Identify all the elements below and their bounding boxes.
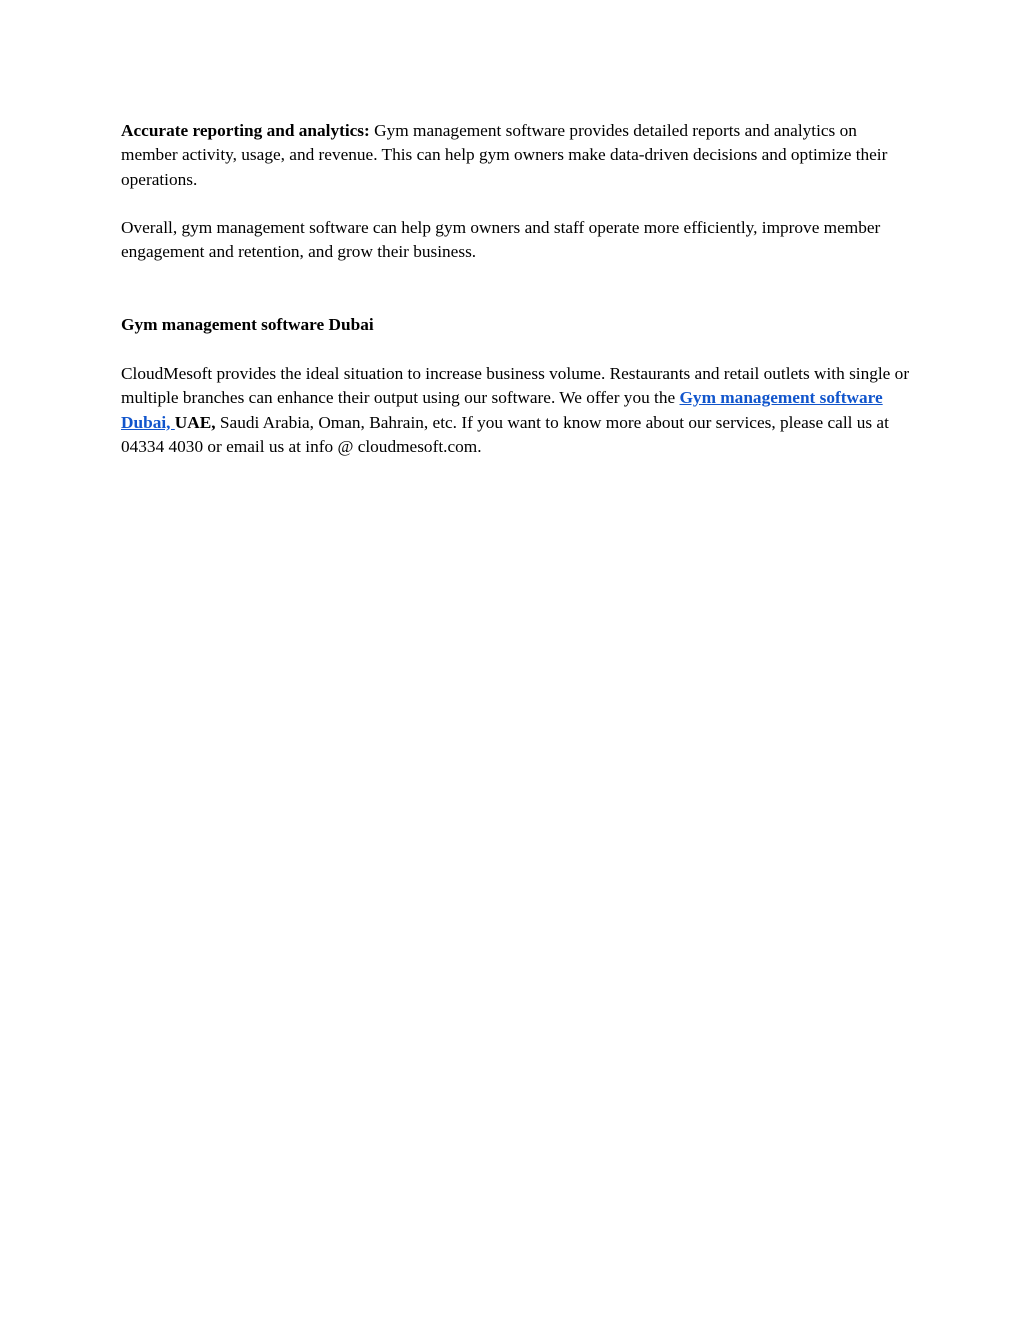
paragraph-spacer [121, 265, 911, 314]
paragraph-text: Gym management software provides detailed reports and analytics on member activity, usage, and revenue. This can help gym owners make data-driven decisions and optimize their operations. [121, 121, 888, 189]
section-heading: Gym management software Dubai [121, 315, 374, 335]
paragraph-reporting-analytics [121, 119, 911, 192]
paragraph-spacer [121, 192, 911, 216]
paragraph-text: Saudi Arabia, Oman, Bahrain, etc. If you want to know more about our services, please call us at 04334 4030 or email us at info @ cloudmesoft.com. [121, 412, 889, 456]
paragraph-spacer [121, 338, 911, 362]
uae-bold-text: UAE, [174, 412, 216, 432]
paragraph-lead-bold: Accurate reporting and analytics: [121, 121, 370, 140]
gym-software-dubai-link[interactable]: Gym management software Dubai, [121, 388, 883, 432]
paragraph-overall: Overall, gym management software can help gym owners and staff operate more efficiently, improve member engagement and retention, and grow their business. [121, 218, 881, 262]
paragraph-text: CloudMesoft provides the ideal situation to increase business volume. Restaurants and retail outlets with single or multiple branches can enhance their output using our software. We offer you the [121, 363, 910, 408]
document-body [121, 119, 911, 459]
paragraph-cloudmesoft [121, 362, 911, 459]
